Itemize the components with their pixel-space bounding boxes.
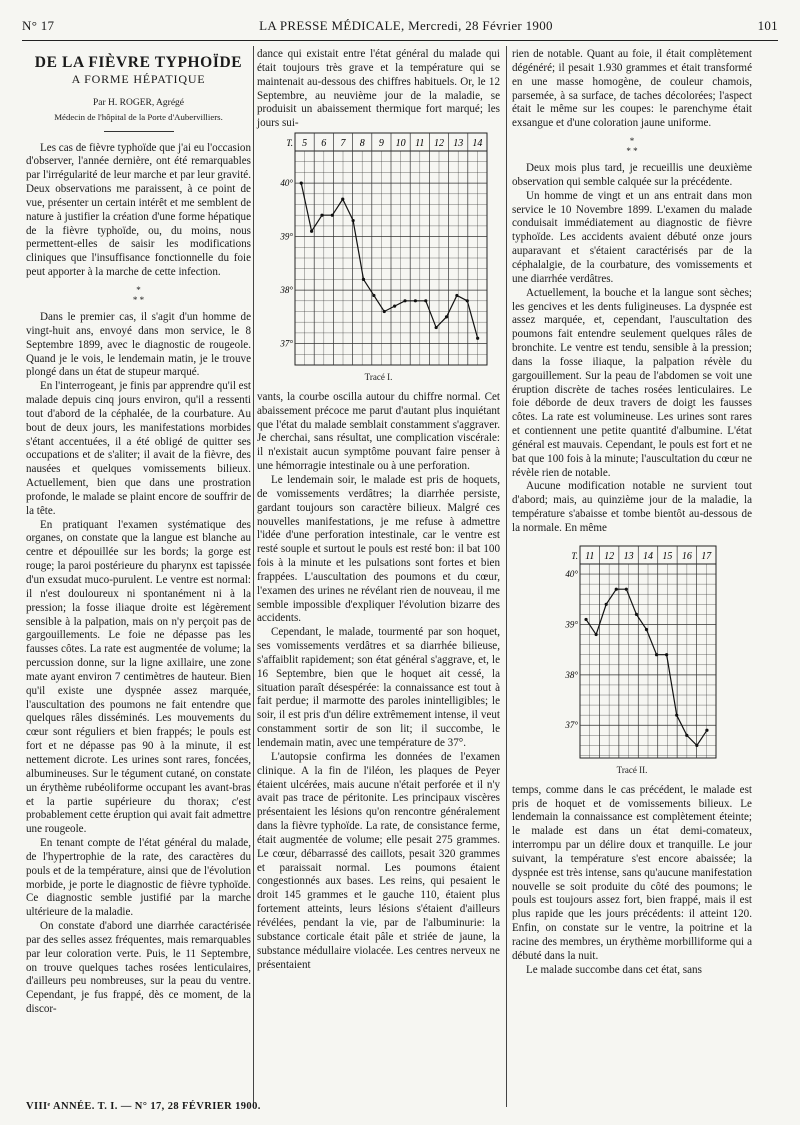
y-tick-label: 38° — [279, 285, 293, 296]
issue-number: N° 17 — [22, 18, 55, 33]
temperature-series-line — [586, 589, 707, 745]
paragraph: Les cas de fièvre typhoïde que j'ai eu l'occasion d'observer, l'année dernière, ont été remarquables par l'irrégularité de leur marche et par leur gravité. Deux observations me paraissent, à ce point de vue, présenter un certain intérêt et me semblent de nature à justifier la création d'une forme hépatique de la fièvre typhoïde, ou, du moins, nous permettent-elles de saisir les modifications cliniques que l'insuffisance fonctionnelle du foie peut apporter à la marche de cette infection. — [26, 141, 251, 279]
temperature-point — [665, 653, 668, 656]
temperature-point — [476, 337, 479, 340]
temperature-point — [675, 713, 678, 716]
paragraph: Actuellement, la bouche et la langue sont sèches; les gencives et les dents fuligineuses. La dyspnée est assez marquée, et, cependant, l'auscultation des poumons fait entendre seulement quelques râles de bronchite. Le ventre est tendu, sensible à la pression; dans la fosse iliaque, la palpation révèle du gargouillement. Sur la peau de l'abdomen se voit une éruption discrète de taches rosées lenticulaires. Le foie déborde de deux travers de doigt les fausses côtes. La rate est volumineuse. Les urines sont rares et contiennent une petite quantité d'albumine. L'état général est mauvais. Cependant, le pouls est fort et ne bat que 100 fois à la minute; l'auscultation du cœur ne révèle rien de notable. — [512, 286, 752, 479]
temperature-point — [625, 587, 628, 590]
paragraph: En tenant compte de l'état général du malade, de l'hypertrophie de la rate, des caractères du pouls et de la température, ainsi que de l'évolution morbide, je porte le diagnostic de fièvre typhoïde. Ce diagnostic semble justifié par la marche ultérieure de la maladie. — [26, 837, 251, 919]
y-tick-label: 37° — [279, 338, 293, 349]
temperature-point — [705, 729, 708, 732]
paragraph: dance qui existait entre l'état général du malade qui était toujours très grave et la température qui se maintenait au-dessous des chiffres habituels. Or, le 12 Septembre, au neuvième jour de la maladie, se produisit un abaissement thermique fort marqué; les jours sui- — [257, 48, 500, 130]
temperature-chart-1 — [265, 131, 493, 369]
column-3 — [512, 48, 752, 978]
x-tick-label: 7 — [340, 138, 345, 150]
page-number: 101 — [757, 18, 778, 33]
y-tick-label: 40° — [279, 178, 293, 189]
temperature-point — [330, 214, 333, 217]
temperature-point — [615, 587, 618, 590]
x-tick-label: 14 — [643, 550, 653, 562]
header-rule — [22, 40, 778, 41]
temperature-point — [444, 315, 447, 318]
temperature-point — [299, 182, 302, 185]
paragraph: En pratiquant l'examen systématique des organes, on constate que la langue est blanche au centre et dépouillée sur les bords; la gorge est rouge; la paroi postérieure du pharynx est tapissée d'un exsudat muco-purulent. Le ventre est normal: il n'est douloureux ni spontanément ni à la pression; la fosse iliaque droite est légèrement sensible à la palpation, mais on n'y perçoit pas de gargouillements. Le foie ne dépasse pas les fausses côtes. La rate est augmentée de volume; la percussion donne, sur la ligne axillaire, une zone mate ayant environ 7 centimètres de hauteur. Bien qu'il existe une dyspnée assez marquée, l'auscultation des poumons ne fait entendre que quelques râles disséminés. Les mouvements du cœur sont réguliers et bien frappés; le pouls est fort et ne dépasse pas 90 à la minute, il est nettement dicrote. Les urines sont rares, foncées, albumineuses. Sur le tégument cutané, on constate un érythème rubéoliforme occupant les avant-bras et la partie supérieure du thorax; c'est probablement cette éruption qui avait fait admettre une rougeole. — [26, 518, 251, 836]
running-title: LA PRESSE MÉDICALE, Mercredi, 28 Février 1900 — [259, 18, 553, 33]
x-tick-label: 11 — [414, 138, 424, 150]
author-line: Par H. ROGER, Agrégé — [92, 97, 185, 108]
paragraph: Un homme de vingt et un ans entrait dans mon service le 10 Novembre 1899. L'examen du malade conduisait immédiatement au diagnostic de fièvre typhoïde. Les accidents avaient débuté onze jours auparavant et s'étaient caractérisés par de la céphalalgie, de la courbature, des vomissements et une diarrhée verdâtres. — [512, 189, 752, 285]
column-separator — [253, 46, 254, 1107]
paragraph: En l'interrogeant, je finis par apprendre qu'il est malade depuis cinq jours environ, qu'il a ressenti tout d'abord de la céphalée, de la courbature. Au bout de deux jours, les manifestations morbides s'étant accentuées, il a été obligé de quitter ses occupations et de s'aliter; il avait de la fièvre, des nausées et quelques vomissements bilieux. Actuellement, bien que dans une prostration profonde, le malade se plaint encore de souffrir de la tête. — [26, 380, 252, 517]
temperature-point — [645, 628, 648, 631]
x-tick-label: 11 — [585, 550, 595, 562]
section-stars: * * * — [626, 136, 638, 157]
paragraph: L'autopsie confirma les données de l'examen clinique. A la fin de l'iléon, les plaques de Peyer étaient ulcérées, mais aucune n'était perforée et il n'y avait pas trace de péritonite. Les principaux viscères présentaient les lésions qu'on rencontre généralement dans la fièvre typhoïde. La rate, de consistance ferme, était augmentée de volume; elle pesait 275 grammes. Le cœur, débarrassé des caillots, pesait 320 grammes et paraissait normal. Les poumons étaient congestionnés aux bases. Les reins, qui pesaient le droit 145 grammes et le gauche 110, étaient plus fortement atteints, leurs lésions s'étaient d'ailleurs révélées, pendant la vie, par de l'albuminurie: la substance corticale était pâle et striée de jaune, la substance médullaire violacée. Les centres nerveux ne présentaient — [257, 750, 500, 971]
article-subtitle: A FORME HÉPATIQUE — [71, 71, 206, 86]
y-tick-label: 40° — [565, 568, 578, 579]
paragraph: Cependant, le malade, tourmenté par son hoquet, ses vomissements verdâtres et sa diarrhée bilieuse, s'affaiblit rapidement; son état général s'aggrave, et, le 16 Septembre, bien que le hoquet ait cessé, la situation paraît désespérée: la connaissance est tout à fait perdue; il marmotte des paroles inintelligibles; le soir, il est pris d'un délire extrêmement intense, il veut constamment sortir de son lit; il succombe, le lendemain matin, avec une température de 37°. — [257, 626, 500, 749]
corner-label: T. — [571, 550, 578, 561]
x-tick-label: 9 — [378, 138, 384, 150]
column-2 — [257, 48, 500, 972]
x-tick-label: 16 — [681, 550, 692, 562]
temperature-point — [413, 299, 416, 302]
paragraph: Dans le premier cas, il s'agit d'un homme de vingt-huit ans, envoyé dans mon service, le 8 Septembre 1899, avec le diagnostic de rougeole. Quand je le vois, le lendemain matin, je le trouve plongé dans un état de stupeur marqué. — [26, 310, 251, 379]
x-tick-label: 12 — [604, 550, 615, 562]
temperature-series-line — [301, 183, 477, 338]
temperature-point — [465, 299, 468, 302]
temperature-point — [351, 219, 354, 222]
x-tick-label: 8 — [359, 138, 365, 150]
temperature-point — [655, 653, 658, 656]
x-tick-label: 13 — [452, 138, 463, 150]
paragraph: On constate d'abord une diarrhée caractérisée par des selles assez fréquentes, mais remarquables par leur coloration verte. Puis, le 11 Septembre, on trouve quelques taches rosées lenticulaires, d'ailleurs peu nombreuses, sur la peau du ventre. Cependant, je fus frappé, dès ce moment, de la discor- — [26, 920, 251, 1016]
x-tick-label: 6 — [320, 138, 326, 150]
paragraph: Aucune modification notable ne survient tout d'abord; mais, au quinzième jour de la maladie, la température s'abaisse et tombe bientôt au-dessous de la normale. En même — [512, 480, 752, 534]
temperature-point — [310, 230, 313, 233]
section-stars: * * * — [132, 284, 145, 305]
y-tick-label: 38° — [565, 669, 578, 680]
column-1 — [26, 48, 251, 1017]
chart-caption: Tracé I. — [364, 372, 393, 383]
paragraph: rien de notable. Quant au foie, il était complètement dégénéré; il pesait 1.930 grammes et était transformé en une masse homogène, de couleur chamois, parsemée, à sa surface, de taches décolorées; l'aspect était le même sur les coupes: le parenchyme était exsangue et d'une coloration jaune uniforme. — [512, 48, 752, 130]
temperature-point — [605, 603, 608, 606]
temperature-point — [455, 294, 458, 297]
temperature-point — [584, 618, 587, 621]
title-rule — [104, 131, 174, 132]
temperature-chart-2 — [542, 544, 722, 762]
footer-issue: VIIIᵉ ANNÉE. T. I. — N° 17, 28 FÉVRIER 1900. — [26, 1101, 261, 1112]
temperature-point — [320, 214, 323, 217]
affiliation-line: Médecin de l'hôpital de la Porte d'Aubervilliers. — [54, 111, 223, 122]
temperature-point — [635, 613, 638, 616]
x-tick-label: 5 — [301, 138, 307, 150]
temperature-point — [403, 299, 406, 302]
temperature-point — [372, 294, 375, 297]
temperature-point — [434, 326, 437, 329]
x-tick-label: 13 — [623, 550, 634, 562]
x-tick-label: 17 — [701, 550, 712, 562]
y-tick-label: 37° — [565, 720, 578, 731]
paragraph: temps, comme dans le cas précédent, le malade est pris de hoquet et de vomissements bilieux. Le lendemain la connaissance est complètement éteinte; le malade est dans un état demi-comateux, interrompu par un délire doux et tranquille. Le jour suivant, la température s'est encore abaissée; la dyspnée est très intense, sans qu'aucune manifestation nouvelle se soit produite du côté des poumons; le pouls est toujours assez fort, bien frappé, mais il est plus rapide que les jours précédents: il atteint 120. Enfin, on constate sur le ventre, la poitrine et la racine des membres, un érythème morbilliforme qui a débuté dans la nuit. — [512, 783, 752, 962]
x-tick-label: 10 — [395, 138, 406, 150]
corner-label: T. — [285, 138, 293, 149]
y-tick-label: 39° — [279, 231, 293, 242]
x-tick-label: 14 — [471, 138, 482, 150]
temperature-point — [382, 310, 385, 313]
temperature-point — [393, 305, 396, 308]
temperature-point — [341, 198, 344, 201]
chart-caption: Tracé II. — [616, 764, 648, 775]
paragraph: Deux mois plus tard, je recueillis une deuxième observation qui semble calquée sur la précédente. — [512, 162, 752, 188]
y-tick-label: 39° — [565, 619, 578, 630]
x-tick-label: 15 — [662, 550, 673, 562]
running-header — [22, 18, 778, 38]
paragraph: Le lendemain soir, le malade est pris de hoquets, de vomissements verdâtres; la diarrhée persiste, gardant toujours son caractère bilieux. Malgré ces nouvelles manifestations, je me refuse à admettre l'idée d'une perforation intestinale, car le ventre est resté souple et surtout le pouls est resté bon: il bat 100 fois à la minute et les pulsations sont fortes et bien frappées. L'auscultation des poumons et du cœur, l'examen des urines ne révélant rien de nouveau, il me semble impossible d'expliquer l'évolution bizarre des accidents. — [257, 473, 500, 625]
temperature-point — [595, 633, 598, 636]
temperature-point — [361, 278, 364, 281]
column-separator — [506, 46, 507, 1107]
paragraph: vants, la courbe oscilla autour du chiffre normal. Cet abaissement précoce me parut d'autant plus inquiétant que l'état du malade semblait constamment s'aggraver. Je cherchai, sans résultat, une complication viscérale: il n'existait aucun symptôme pouvant faire penser à une hémorragie intestinale ou à une perforation. — [257, 390, 500, 473]
temperature-point — [424, 299, 427, 302]
temperature-point — [685, 734, 688, 737]
x-tick-label: 12 — [433, 138, 444, 150]
article-title: DE LA FIÈVRE TYPHOÏDE — [34, 54, 243, 71]
temperature-point — [695, 744, 698, 747]
paragraph: Le malade succombe dans cet état, sans — [526, 963, 702, 976]
